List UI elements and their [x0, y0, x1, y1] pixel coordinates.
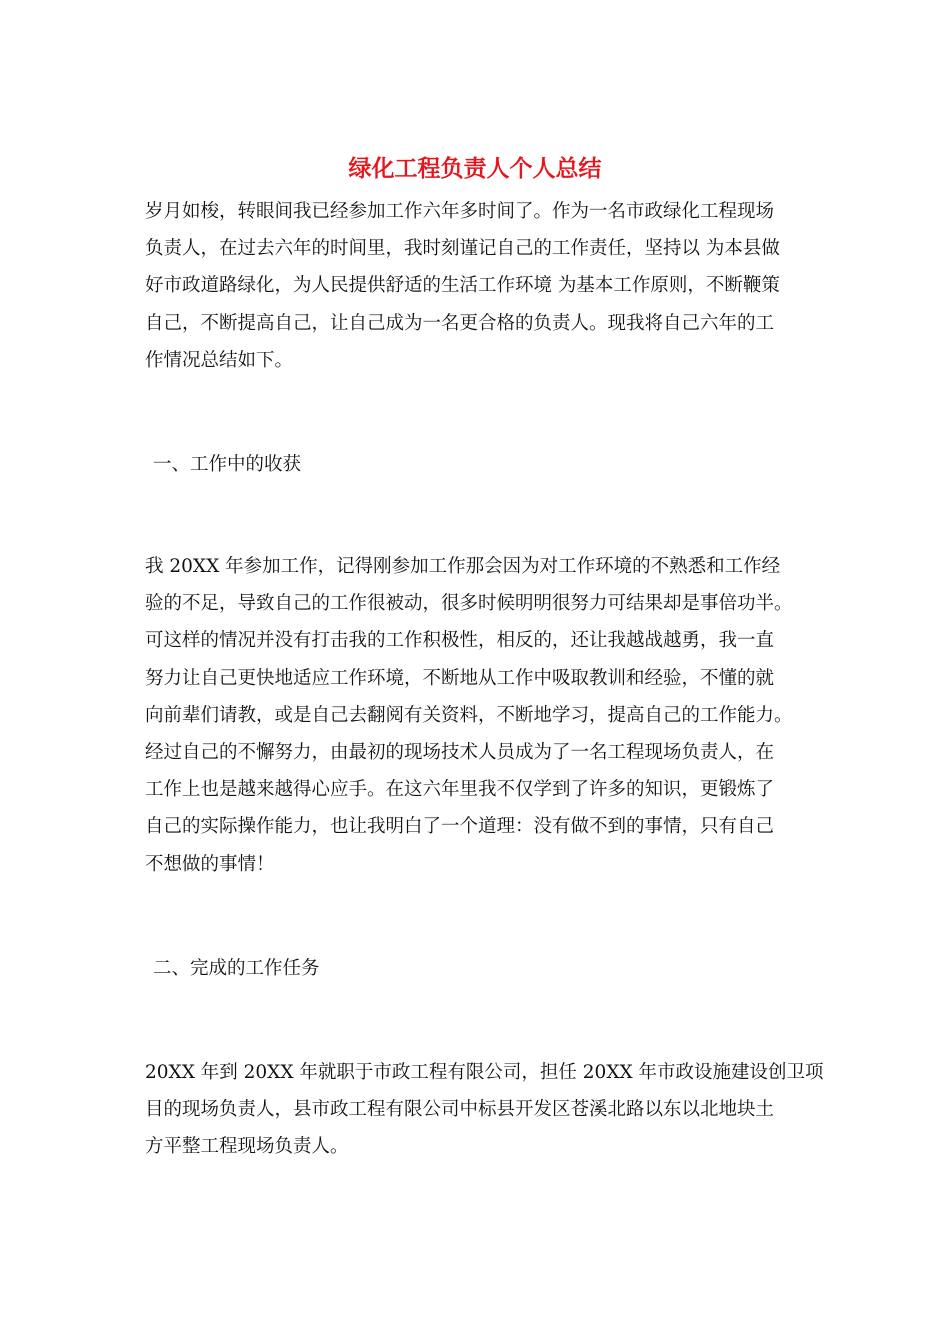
- document-title: 绿化工程负责人个人总结: [348, 155, 602, 182]
- paragraph-line: 经过自己的不懈努力，由最初的现场技术人员成为了一名工程现场负责人，在: [145, 742, 775, 764]
- paragraph-line: 作情况总结如下。: [145, 349, 294, 371]
- paragraph-line: 负责人，在过去六年的时间里，我时刻谨记自己的工作责任，坚持以 为本县做: [145, 238, 780, 260]
- paragraph-line: 工作上也是越来越得心应手。在这六年里我不仅学到了许多的知识，更锻炼了: [145, 779, 775, 801]
- paragraph-line: 努力让自己更快地适应工作环境，不断地从工作中吸取教训和经验，不懂的就: [145, 667, 775, 689]
- paragraph-line: 自己的实际操作能力，也让我明白了一个道理：没有做不到的事情，只有自己: [145, 816, 775, 838]
- paragraph-line: 可这样的情况并没有打击我的工作积极性，相反的，还让我越战越勇，我一直: [145, 630, 775, 652]
- section-heading-gains: 一、工作中的收获: [153, 454, 302, 475]
- paragraph-line: 向前辈们请教，或是自己去翻阅有关资料，不断地学习，提高自己的工作能力。: [145, 704, 793, 726]
- section2-paragraph: [145, 1054, 824, 1166]
- paragraph-line: 验的不足，导致自己的工作很被动，很多时候明明很努力可结果却是事倍功半。: [145, 593, 793, 615]
- paragraph-line: 好市政道路绿化，为人民提供舒适的生活工作环境 为基本工作原则，不断鞭策: [145, 275, 780, 297]
- paragraph-line: 目的现场负责人，县市政工程有限公司中标县开发区苍溪北路以东以北地块土: [145, 1099, 775, 1121]
- section1-paragraph: [145, 548, 815, 883]
- paragraph-line: 自己，不断提高自己，让自己成为一名更合格的负责人。现我将自己六年的工: [145, 312, 775, 334]
- paragraph-line: 方平整工程现场负责人。: [145, 1136, 349, 1158]
- paragraph-line: 不想做的事情！: [145, 853, 275, 875]
- section-heading-tasks: 二、完成的工作任务: [153, 958, 320, 979]
- paragraph-line: 20XX 年到 20XX 年就职于市政工程有限公司，担任 20XX 年市政设施建设创卫项: [145, 1062, 824, 1083]
- paragraph-line: 岁月如梭，转眼间我已经参加工作六年多时间了。作为一名市政绿化工程现场: [145, 201, 775, 222]
- intro-paragraph: [145, 193, 815, 379]
- paragraph-line: 我 20XX 年参加工作，记得刚参加工作那会因为对工作环境的不熟悉和工作经: [145, 556, 781, 577]
